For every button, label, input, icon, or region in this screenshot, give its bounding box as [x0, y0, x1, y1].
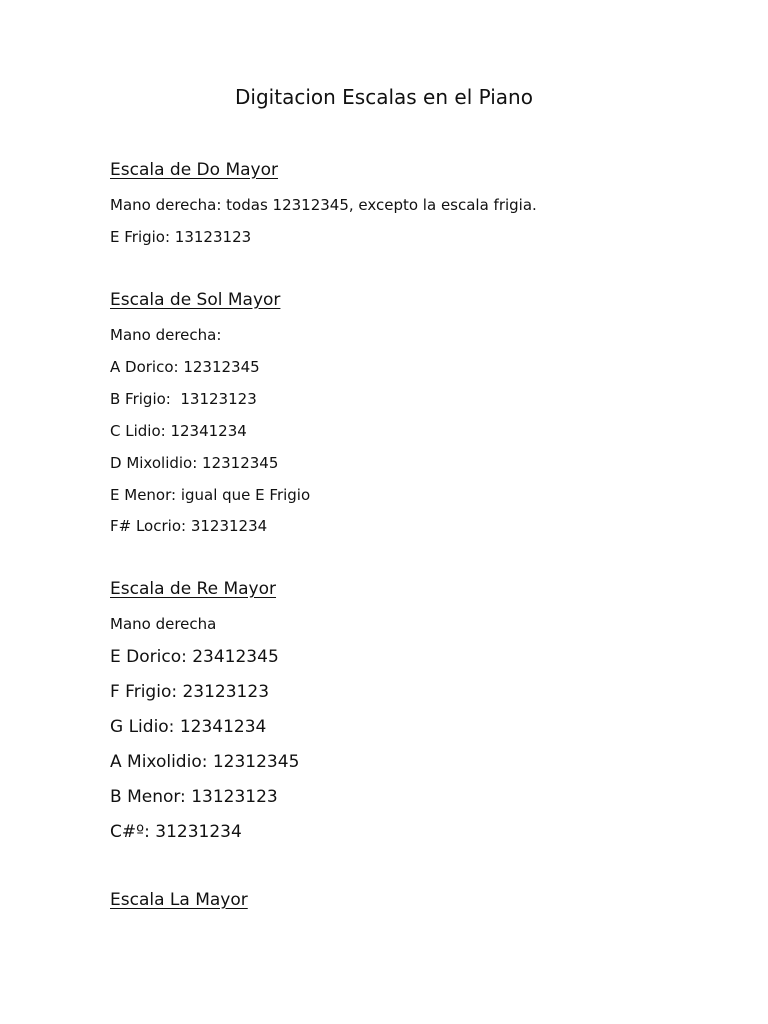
text-line: A Dorico: 12312345: [110, 358, 260, 376]
text-line: F Frigio: 23123123: [110, 682, 270, 702]
text-line: D Mixolidio: 12312345: [110, 454, 279, 472]
text-line: E Menor: igual que E Frigio: [110, 486, 311, 504]
text-line: C Lidio: 12341234: [110, 422, 247, 440]
text-line: B Frigio: 13123123: [110, 390, 257, 408]
section-heading-re-mayor: Escala de Re Mayor: [110, 579, 277, 599]
text-line: Mano derecha:: [110, 326, 222, 344]
text-line: E Dorico: 23412345: [110, 647, 279, 667]
text-line: Mano derecha: todas 12312345, excepto la escala frigia.: [110, 196, 537, 214]
section-heading-do-mayor: Escala de Do Mayor: [110, 160, 278, 180]
text-line: Mano derecha: [110, 615, 217, 633]
section-heading-sol-mayor: Escala de Sol Mayor: [110, 290, 281, 310]
text-line: F# Locrio: 31231234: [110, 517, 268, 535]
text-line: E Frigio: 13123123: [110, 228, 252, 246]
text-line: C#º: 31231234: [110, 822, 242, 842]
section-heading-la-mayor: Escala La Mayor: [110, 890, 248, 910]
document-title: Digitacion Escalas en el Piano: [235, 85, 533, 109]
text-line: G Lidio: 12341234: [110, 717, 267, 737]
text-line: A Mixolidio: 12312345: [110, 752, 300, 772]
text-line: B Menor: 13123123: [110, 787, 278, 807]
